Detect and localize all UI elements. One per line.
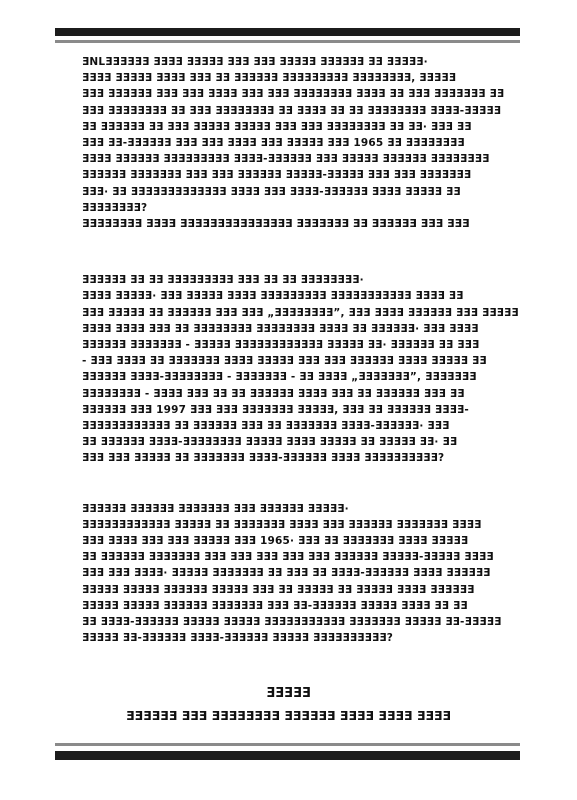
- paragraph-3: [82, 501, 522, 647]
- text-line: ƎƎƎ ƎƎƎ ƎƎƎƎƎ ƎƎ ƎƎƎƎƎƎƎ ƎƎƎƎ-ƎƎƎƎƎƎ ƎƎƎƎ ƎƎƎƎƎƎƎƎƎƎ?: [82, 452, 445, 465]
- section-heading: ƎƎƎƎƎƎƎƎ ƎƎƎƎ ƎƎƎƎƎƎƎƎƎƎƎƎƎƎƎ ƎƎƎƎƎƎƎ ƎƎ ƎƎƎƎƎƎ ƎƎƎ ƎƎƎ: [82, 217, 470, 231]
- text-line: ƎƎ ƎƎƎƎƎƎ ƎƎƎƎƎƎƎ ƎƎƎ ƎƎƎ ƎƎƎ ƎƎƎ ƎƎƎ ƎƎƎƎƎƎ ƎƎƎƎƎ-ƎƎƎƎƎ ƎƎƎƎ: [82, 551, 494, 564]
- text-line: ƎƎ ƎƎƎƎ-ƎƎƎƎƎƎ ƎƎƎƎƎ ƎƎƎƎƎ ƎƎƎƎƎƎƎƎƎƎƎ ƎƎƎƎƎƎƎ ƎƎƎƎƎ ƎƎ-ƎƎƎƎƎ: [82, 616, 502, 629]
- text-line: ƎƎƎƎ ƎƎƎƎƎ· ƎƎƎ ƎƎƎƎƎ ƎƎƎƎ ƎƎƎƎƎƎƎƎƎ ƎƎƎƎƎƎƎƎƎƎƎ ƎƎƎƎ ƎƎ: [82, 290, 464, 303]
- top-rule-thick: [55, 28, 520, 36]
- text-line: ƎƎƎƎƎƎ ƎƎƎƎƎƎ ƎƎƎƎƎƎƎ ƎƎƎ ƎƎƎƎƎƎ ƎƎƎƎƎ·: [82, 502, 349, 515]
- text-line: ƎƎ ƎƎƎƎƎƎ ƎƎƎƎ-ƎƎƎƎƎƎƎƎ ƎƎƎƎƎ ƎƎƎƎ ƎƎƎƎƎ ƎƎ ƎƎƎƎƎ ƎƎ· ƎƎ: [82, 436, 458, 449]
- text-line: ƎƎƎƎƎƎ ƎƎ ƎƎ ƎƎƎƎƎƎƎƎƎ ƎƎƎ ƎƎ ƎƎ ƎƎƎƎƎƎƎƎ·: [82, 274, 364, 287]
- bottom-rule-thick: [55, 751, 520, 760]
- text-line: ƎƎƎƎƎƎƎƎƎƎƎƎ ƎƎƎƎƎ ƎƎ ƎƎƎƎƎƎƎ ƎƎƎƎ ƎƎƎ ƎƎƎƎƎƎ ƎƎƎƎƎƎƎ ƎƎƎƎ: [82, 518, 482, 531]
- text-line: ƎƎƎ ƎƎƎƎƎƎ ƎƎƎ ƎƎƎ ƎƎƎƎ ƎƎƎ ƎƎƎ ƎƎƎƎƎƎƎƎ ƎƎƎƎ ƎƎ ƎƎƎ ƎƎƎƎƎƎƎ ƎƎ: [82, 88, 505, 101]
- text-line: ƎƎƎƎ ƎƎƎƎ ƎƎƎ ƎƎ ƎƎƎƎƎƎƎƎ ƎƎƎƎƎƎƎƎ ƎƎƎƎ ƎƎ ƎƎƎƎƎƎ· ƎƎƎ ƎƎƎƎ: [82, 322, 479, 335]
- text-line: ƎƎ ƎƎƎƎƎƎ ƎƎ ƎƎƎ ƎƎƎƎƎ ƎƎƎƎƎ ƎƎƎ ƎƎƎ ƎƎƎƎƎƎƎƎ ƎƎ ƎƎ· ƎƎƎ ƎƎ: [82, 120, 472, 133]
- text-line: ƎƎƎ ƎƎƎƎ ƎƎƎ ƎƎƎ ƎƎƎƎƎ ƎƎƎ 1965· ƎƎƎ ƎƎ ƎƎƎƎƎƎƎ ƎƎƎƎ ƎƎƎƎƎ: [82, 535, 469, 548]
- text-line: ƎƎƎ ƎƎƎƎƎƎƎƎ ƎƎ ƎƎƎ ƎƎƎƎƎƎƎƎ ƎƎ ƎƎƎƎ ƎƎ ƎƎ ƎƎƎƎƎƎƎƎ ƎƎƎƎ-ƎƎƎƎƎ: [82, 104, 502, 117]
- paragraph-1: [82, 54, 522, 216]
- text-line: ƎƎƎƎ ƎƎƎƎƎ ƎƎƎƎ ƎƎƎ ƎƎ ƎƎƎƎƎƎ ƎƎƎƎƎƎƎƎƎ ƎƎƎƎƎƎƎƎ, ƎƎƎƎƎ: [82, 72, 457, 85]
- text-line: ƎƎƎƎƎ ƎƎƎƎƎ ƎƎƎƎƎƎ ƎƎƎƎƎ ƎƎƎ ƎƎ ƎƎƎƎƎ ƎƎ ƎƎƎƎƎ ƎƎƎƎ ƎƎƎƎƎƎ: [82, 583, 475, 596]
- text-line: ƎƎƎƎƎƎƎƎ - ƎƎƎƎ ƎƎƎ ƎƎ ƎƎ ƎƎƎƎƎƎ ƎƎƎƎ ƎƎƎ ƎƎ ƎƎƎƎƎƎ ƎƎƎ ƎƎ: [82, 387, 465, 400]
- text-line: ƎƎƎ ƎƎƎ ƎƎƎƎ· ƎƎƎƎƎ ƎƎƎƎƎƎƎ ƎƎ ƎƎƎ ƎƎ ƎƎƎƎ-ƎƎƎƎƎƎ ƎƎƎƎ ƎƎƎƎƎƎ: [82, 567, 491, 580]
- top-rule-thin: [55, 40, 520, 43]
- text-line: ƎƎƎƎƎƎƎƎ?: [82, 201, 148, 214]
- text-line: ƎƎƎ· ƎƎ ƎƎƎƎƎƎƎƎƎƎƎƎƎ ƎƎƎƎ ƎƎƎ ƎƎƎƎ-ƎƎƎƎƎƎ ƎƎƎƎ ƎƎƎƎƎ ƎƎ: [82, 185, 461, 198]
- text-line: ƎƎƎ ƎƎ-ƎƎƎƎƎƎ ƎƎƎ ƎƎƎ ƎƎƎƎ ƎƎƎ ƎƎƎƎƎ ƎƎƎ 1965 ƎƎ ƎƎƎƎƎƎƎƎ: [82, 137, 465, 150]
- text-line: ƎƎƎƎƎ ƎƎ-ƎƎƎƎƎƎ ƎƎƎƎ-ƎƎƎƎƎƎ ƎƎƎƎƎ ƎƎƎƎƎƎƎƎƎƎ?: [82, 632, 393, 645]
- text-line: ƎƎƎƎƎƎƎƎƎƎƎƎ ƎƎ ƎƎƎƎƎƎ ƎƎƎ ƎƎ ƎƎƎƎƎƎƎ ƎƎƎƎ-ƎƎƎƎƎƎ· ƎƎƎ: [82, 420, 450, 433]
- text-line: ƎƎƎƎƎ ƎƎƎƎƎ ƎƎƎƎƎƎ ƎƎƎƎƎƎƎ ƎƎƎ ƎƎ-ƎƎƎƎƎƎ ƎƎƎƎƎ ƎƎƎƎ ƎƎ ƎƎ: [82, 599, 468, 612]
- spacer: [82, 232, 522, 272]
- text-line: - ƎƎƎ ƎƎƎƎ ƎƎ ƎƎƎƎƎƎƎ ƎƎƎƎ ƎƎƎƎƎ ƎƎƎ ƎƎƎ ƎƎƎƎƎƎ ƎƎƎƎ ƎƎƎƎƎ ƎƎ: [82, 355, 487, 368]
- text-line: ƎƎƎƎƎƎ ƎƎƎƎ-ƎƎƎƎƎƎƎƎ - ƎƎƎƎƎƎƎ - ƎƎ ƎƎƎƎ „ƎƎƎƎƎƎƎ”, ƎƎƎƎƎƎƎ: [82, 371, 477, 384]
- text-line: ƎƎƎƎƎƎ ƎƎƎ 1997 ƎƎƎ ƎƎƎ ƎƎƎƎƎƎƎ ƎƎƎƎƎ, ƎƎƎ ƎƎ ƎƎƎƎƎƎ ƎƎƎƎ-: [82, 403, 469, 416]
- footer-subtitle: ƎƎƎƎƎƎ ƎƎƎ ƎƎƎƎƎƎƎƎ ƎƎƎƎƎƎ ƎƎƎƎ ƎƎƎƎ ƎƎƎƎ: [126, 708, 451, 723]
- footer-title: ƎƎƎƎƎ: [266, 686, 311, 701]
- text-line: ƎNLƎƎƎƎƎƎ ƎƎƎƎ ƎƎƎƎƎ ƎƎƎ ƎƎƎ ƎƎƎƎƎ ƎƎƎƎƎƎ ƎƎ ƎƎƎƎƎ·: [82, 56, 428, 68]
- text-line: ƎƎƎƎƎƎ ƎƎƎƎƎƎƎ ƎƎƎ ƎƎƎ ƎƎƎƎƎƎ ƎƎƎƎƎ-ƎƎƎƎƎ ƎƎƎ ƎƎƎ ƎƎƎƎƎƎƎ: [82, 169, 472, 182]
- text-line: ƎƎƎ ƎƎƎƎƎ ƎƎ ƎƎƎƎƎƎ ƎƎƎ ƎƎƎ „ƎƎƎƎƎƎƎƎ”, ƎƎƎ ƎƎƎƎ ƎƎƎƎƎƎ ƎƎƎ ƎƎƎƎƎ: [82, 306, 519, 319]
- body-text: [82, 54, 522, 647]
- spacer: [82, 467, 522, 501]
- paragraph-2: [82, 272, 522, 466]
- text-line: ƎƎƎƎ ƎƎƎƎƎƎ ƎƎƎƎƎƎƎƎƎ ƎƎƎƎ-ƎƎƎƎƎƎ ƎƎƎ ƎƎƎƎƎ ƎƎƎƎƎƎ ƎƎƎƎƎƎƎƎ: [82, 153, 490, 166]
- bottom-rule-thin: [55, 743, 520, 746]
- text-line: ƎƎƎƎƎƎ ƎƎƎƎƎƎƎ - ƎƎƎƎƎ ƎƎƎƎƎƎƎƎƎƎƎƎ ƎƎƎƎƎ ƎƎ· ƎƎƎƎƎƎ ƎƎ ƎƎƎ: [82, 339, 480, 352]
